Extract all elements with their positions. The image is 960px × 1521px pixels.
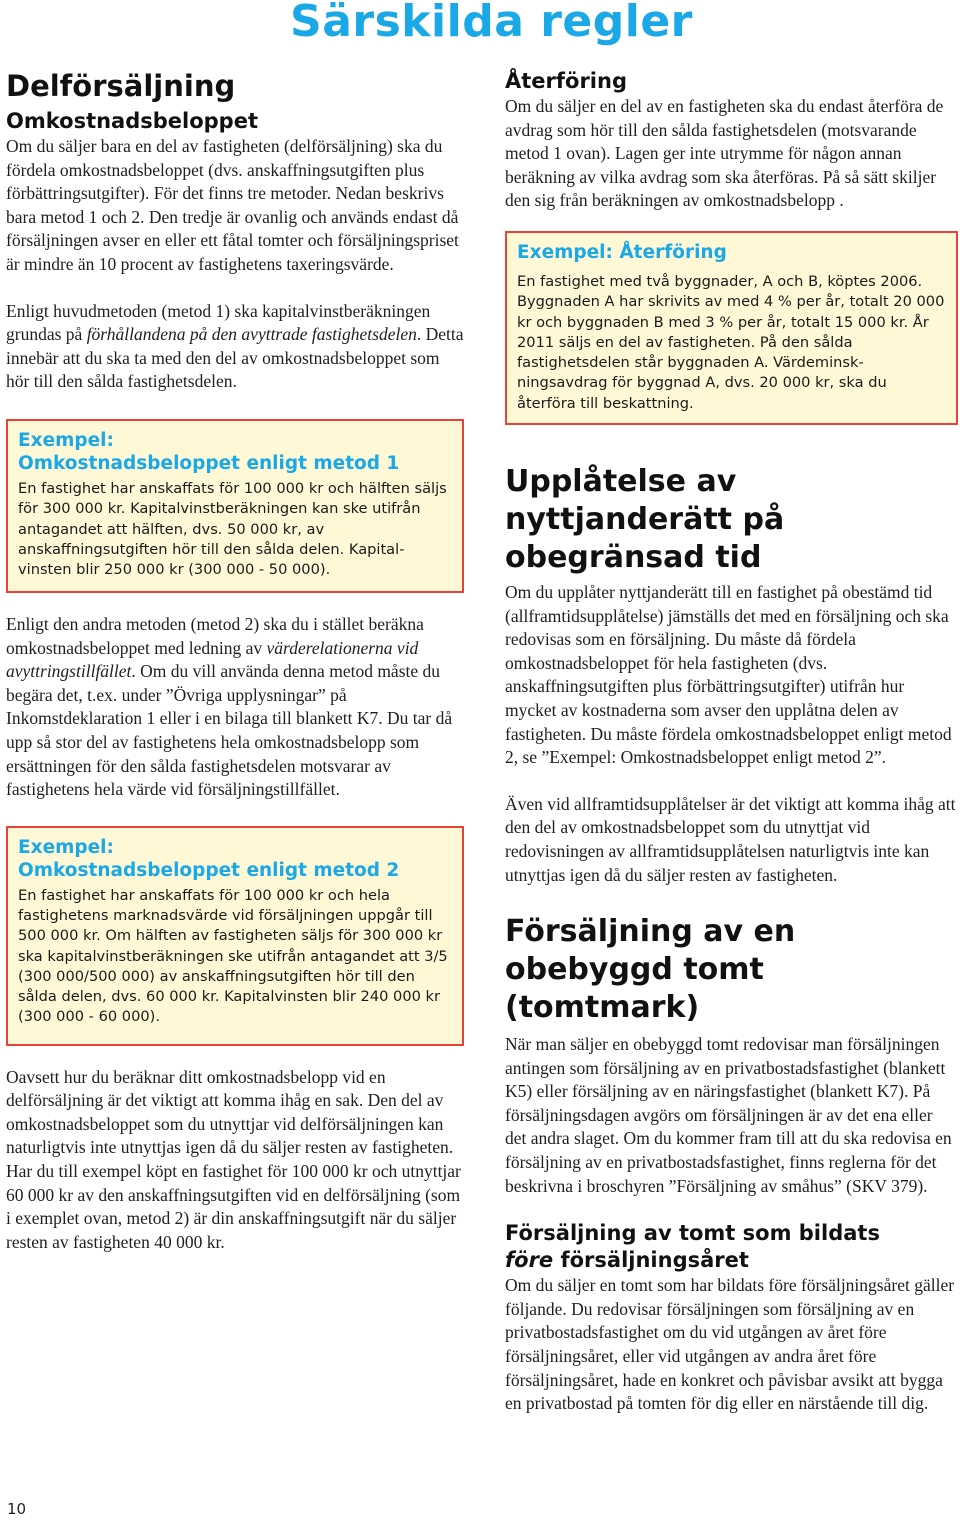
example-aterforing-box bbox=[505, 231, 958, 425]
delforsaljning-heading: Delförsäljning bbox=[6, 69, 236, 103]
delforsaljning-paragraph-4: Oavsett hur du beräknar ditt omkostnadsbelopp vid en delförsäljning är det viktigt att komma ihåg en sak. Den del av omkostnadsbeloppet som du utnyttjar vid delförsäljningen kan naturligtvis inte utnyttjas igen då du säljer resten av fastigheten. Har du till exempel köpt en fastighet för 100 000 kr och utnyttjar 60 000 kr av den anskaffningsutgiften vid en delförsäljning (som i exemplet ovan, metod 2) är din anskaffningsutgift när du säljer resten av fastigheten 40 000 kr. bbox=[6, 1066, 461, 1252]
upplatelse-heading: Upplåtelse av nyttjanderätt på obegränsad tid bbox=[505, 463, 785, 575]
para3-text-after: . Om du vill använda denna metod måste du begära det, t.ex. under ”Övriga upplysningar” på Inkomstdeklaration 1 eller i en bilaga till blankett K7. Du tar då upp så stor del av fastighetens hela omkostnadsbelopp som ersättningen för den sålda fastighetsdelen motsvarar av fastighetens hela värde vid försäljningstillfället. bbox=[6, 661, 453, 800]
example-metod-2-text: En fastighet har anskaffats för 100 000 kr och hela fastighetens marknadsvärde vid försäljningen uppgår till 500 000 kr. Om hälften av fastigheten säljs för 300 000 kr ska kapitalvinstberäkningen ske utifrån antagandet att 3/5 (300 000/500 000) av anskaffningsutgiften hör till den sålda delen, dvs. 60 000 kr. Kapitalvinsten blir 240 000 kr (300 000 - 60 000). bbox=[18, 886, 448, 1026]
tomt-bildats-heading-italic: före bbox=[505, 1248, 554, 1273]
example-metod-2-title: Omkostnadsbeloppet enligt metod 2 bbox=[18, 859, 400, 881]
example-metod-1-title: Omkostnadsbeloppet enligt metod 1 bbox=[18, 452, 400, 474]
para2-text-before: Enligt huvudmetoden (metod 1) ska kapitalvinstberäkningen grundas på bbox=[6, 300, 431, 345]
upplatelse-paragraph-1: Om du upplåter nyttjanderätt till en fastighet på obestämd tid (allframtidsupplåtelse) jämställs det med en försäljning och ska redovisas som en försäljning. Du måste då fördela omkostnadsbeloppet för hela fastigheten (dvs. anskaffningsutgiften plus förbättringsutgifter) utifrån hur mycket av kostnaderna som avser den upplåtna delen av fastigheten. Du måste fördela omkostnadsbeloppet enligt metod 2, se ”Exempel: Omkostnadsbeloppet enligt metod 2”. bbox=[505, 581, 952, 768]
aterforing-heading: Återföring bbox=[505, 69, 627, 93]
aterforing-paragraph: Om du säljer en del av en fastigheten ska du endast återföra de avdrag som hör till den sålda fastighetsdelen (motsvarande metod 1 ovan). Lagen ger inte utrymme för någon annan beräkning av vilka avdrag som ska återföras. På så sätt skiljer den sig från beräkningen av omkostnadsbelopp . bbox=[505, 96, 944, 211]
example-aterforing-text: En fastighet med två byggnader, A och B, köptes 2006. Byggnaden A har skrivits av med 4 % per år, totalt 20 000 kr och byggnaden B med 3 % per år, totalt 15 000 kr. År 2011 säljs en del av fastigheten. På den sålda fastighetsdelen står byggnaden A. Värdeminskningsavdrag för byggnad A, dvs. 20 000 kr, ska du återföra till beskattning. bbox=[517, 272, 945, 412]
example-metod-2-box bbox=[6, 826, 464, 1046]
para2-text-italic: förhållandena på den avyttrade fastighetsdelen bbox=[86, 324, 417, 345]
para2-text-after: . Detta innebär att du ska ta med den del av omkostnadsbeloppet som hör till den sålda fastighetsdelen. bbox=[6, 324, 464, 392]
upplatelse-paragraph-2: Även vid allframtidsupplåtelser är det viktigt att komma ihåg att den del av omkostnadsbeloppet som du utnyttjat vid redovisningen av allframtidsupplåtelsen naturligtvis inte kan utnyttjas igen då du säljer resten av fastigheten. bbox=[505, 793, 956, 885]
para3-text-italic: värderelationerna vid avyttringstillfället bbox=[6, 637, 419, 682]
right-column bbox=[505, 66, 958, 1416]
example-metod-1-text: En fastighet har anskaffats för 100 000 kr och hälften säljs för 300 000 kr. Kapitalvinstberäkningen kan ske utifrån antagandet att hälften, dvs. 50 000 kr, av anskaffningsutgiften hör till den sålda delen. Kapitalvinsten blir 250 000 kr (300 000 - 50 000). bbox=[18, 479, 447, 579]
example-metod-2-label: Exempel: bbox=[18, 836, 114, 858]
example-metod-1-box bbox=[6, 419, 464, 593]
delforsaljning-paragraph-3 bbox=[6, 613, 466, 802]
delforsaljning-paragraph-2 bbox=[6, 300, 466, 394]
tomt-bildats-heading-line1: Försäljning av tomt som bildats bbox=[505, 1221, 880, 1246]
example-metod-1-label: Exempel: bbox=[18, 429, 114, 451]
example-aterforing-title: Exempel: Återföring bbox=[517, 241, 727, 263]
left-column bbox=[6, 66, 466, 1254]
para3-text-before: Enligt den andra metoden (metod 2) ska du i stället beräkna omkostnadsbeloppet med ledning av bbox=[6, 613, 424, 658]
obebyggd-tomt-heading: Försäljning av en obebyggd tomt (tomtmark) bbox=[505, 914, 796, 1026]
page-number: 10 bbox=[7, 1500, 27, 1518]
page-title: Särskilda regler bbox=[290, 0, 693, 47]
tomt-bildats-heading bbox=[505, 1220, 958, 1274]
omkostnadsbeloppet-subheading: Omkostnadsbeloppet bbox=[6, 109, 258, 133]
obebyggd-tomt-paragraph: När man säljer en obebyggd tomt redovisar man försäljningen antingen som försäljning av en privatbostadsfastighet (blankett K5) eller försäljning av en näringsfastighet (blankett K7). På försäljningsdagen avgörs om försäljningen är av det ena eller det andra slaget. Om du kommer fram till att du ska redovisa en försäljning av en privatbostadsfastighet, finns reglerna för det beskrivna i broschyren ”Försäljning av småhus” (SKV 379). bbox=[505, 1034, 952, 1196]
tomt-bildats-paragraph: Om du säljer en tomt som har bildats före försäljningsåret gäller följande. Du redovisar försäljningen som försäljning av en privatbostadsfastighet om du vid utgången av året före försäljningsåret, eller vid utgången av andra året före försäljningsåret, hade en konkret och påvisbar avsikt att bygga en privatbostad på tomten för dig eller en närstående till dig. bbox=[505, 1275, 955, 1414]
tomt-bildats-heading-rest: försäljningsåret bbox=[553, 1248, 749, 1273]
delforsaljning-paragraph-1: Om du säljer bara en del av fastigheten (delförsäljning) ska du fördela omkostnadsbeloppet (dvs. anskaffningsutgiften plus förbättringsutgifter). För det finns tre metoder. Nedan beskrivs bara metod 1 och 2. Den tredje är ovanlig och används endast då försäljningen avser en eller ett fåtal tomter och försäljningspriset är mindre än 10 procent av fastighetens taxeringsvärde. bbox=[6, 136, 459, 274]
